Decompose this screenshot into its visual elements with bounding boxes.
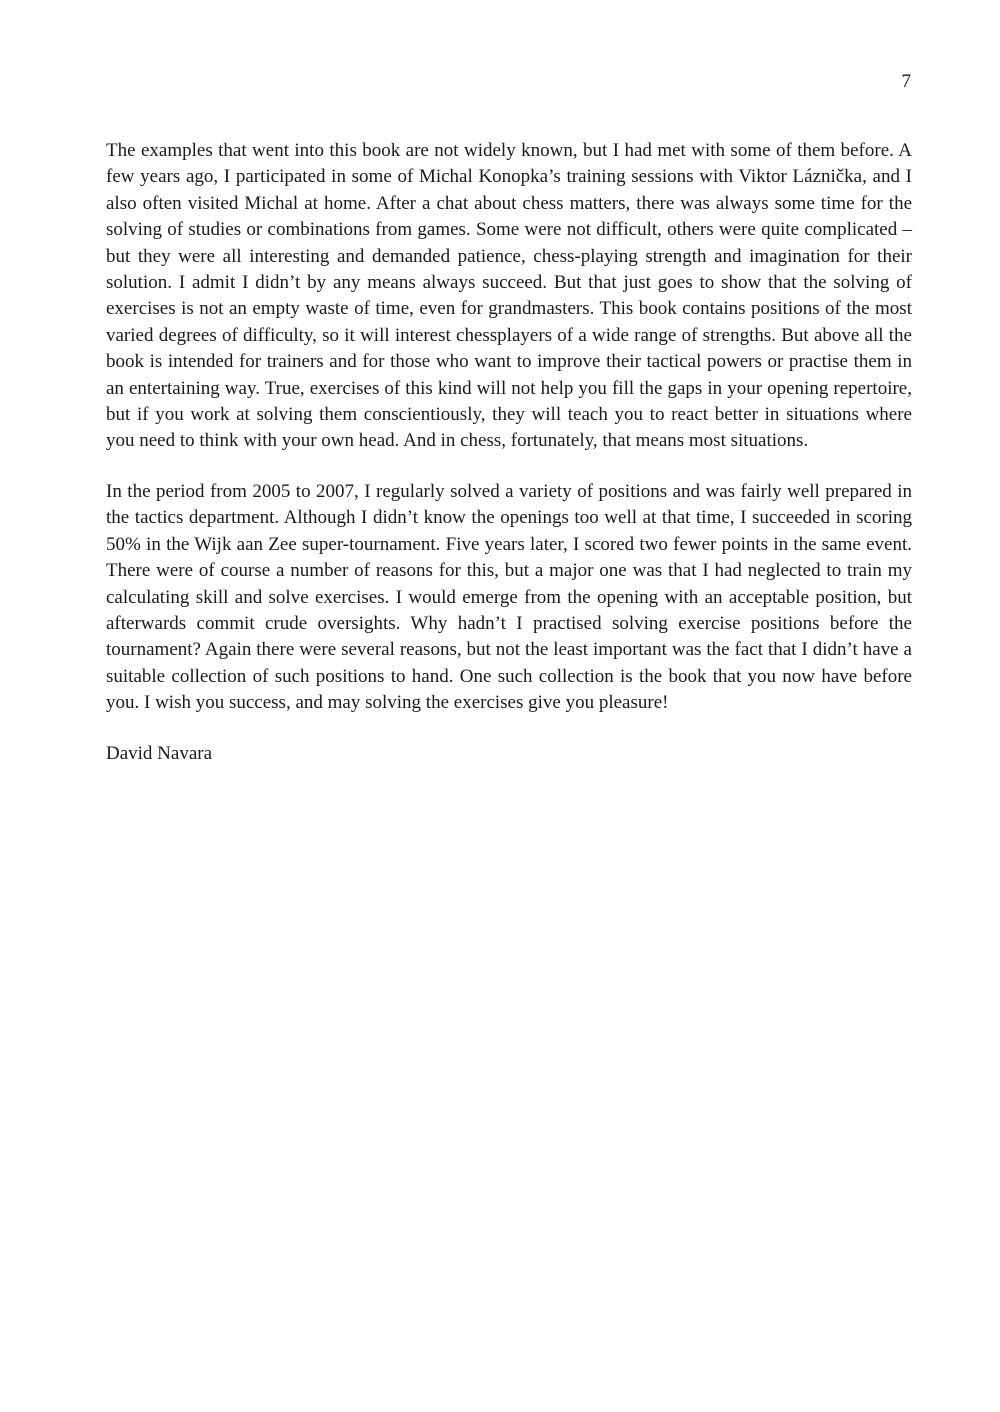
paragraph-1: The examples that went into this book are not widely known, but I had met with some of them before. A few years ago, I participated in some of Michal Konopka’s training sessions with Viktor Láznička, and I also often visited Michal at home. After a chat about chess matters, there was always some time for the solving of studies or combinations from games. Some were not difficult, others were quite complicated – but they were all interesting and demanded patience, chess-playing strength and imagination for their solution. I admit I didn’t by any means always succeed. But that just goes to show that the solving of exercises is not an empty waste of time, even for grandmasters. This book contains positions of the most varied degrees of difficulty, so it will interest chessplayers of a wide range of strengths. But above all the book is intended for trainers and for those who want to improve their tactical powers or practise them in an entertaining way. True, exercises of this kind will not help you fill the gaps in your opening repertoire, but if you work at solving them conscientiously, they will teach you to react better in situations where you need to think with your own head. And in chess, fortunately, that means most situations. (106, 140, 912, 452)
paragraph-2: In the period from 2005 to 2007, I regularly solved a variety of positions and was fairly well prepared in the tactics department. Although I didn’t know the openings too well at that time, I succeeded in scoring 50% in the Wijk aan Zee super-tournament. Five years later, I scored two fewer points in the same event. There were of course a number of reasons for this, but a major one was that I had neglected to train my calculating skill and solve exercises. I would emerge from the opening with an acceptable position, but afterwards commit crude oversights. Why hadn’t I practised solving exercise positions before the tournament? Again there were several reasons, but not the least important was the fact that I didn’t have a suitable collection of such positions to hand. One such collection is the book that you now have before you. I wish you success, and may solving the exercises give you pleasure! (106, 480, 912, 714)
foreword-body (106, 138, 912, 767)
page-number: 7 (901, 71, 911, 92)
author-signature: David Navara (106, 742, 213, 764)
